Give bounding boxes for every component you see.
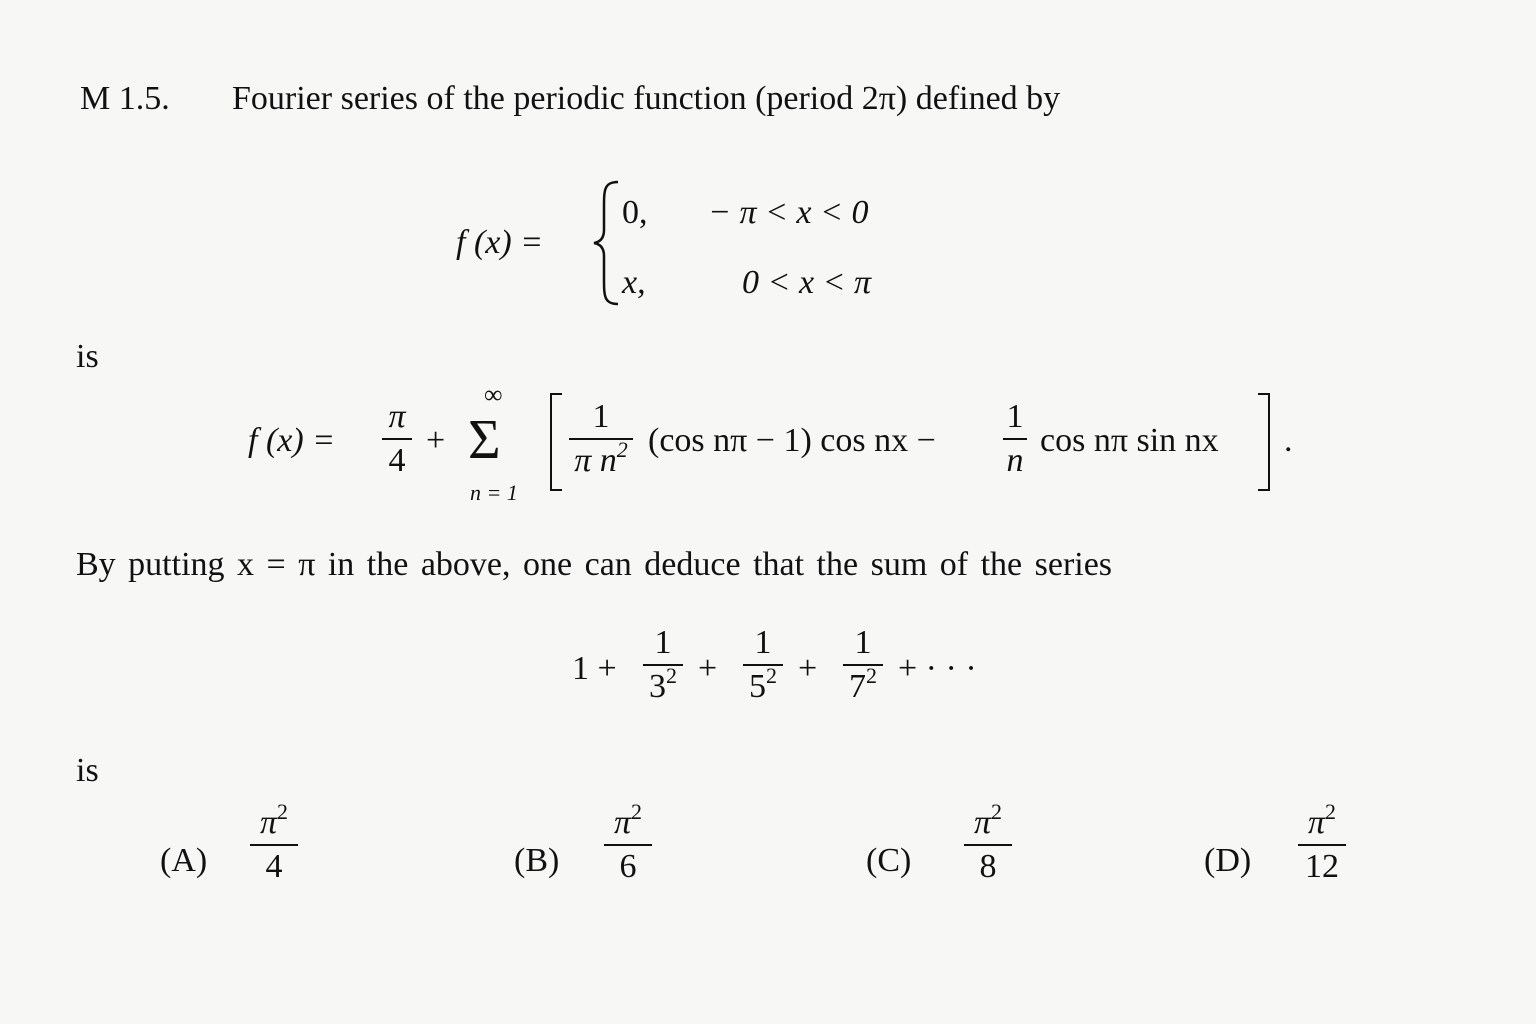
term2-den: n xyxy=(1006,442,1024,479)
frac-den: 4 xyxy=(388,442,406,479)
option-d-den: 12 xyxy=(1305,848,1339,885)
option-b-num: π xyxy=(613,804,632,841)
plus-sign: + xyxy=(426,422,446,459)
definition-lhs: f (x) = xyxy=(456,224,544,261)
case-1-value: 0, xyxy=(622,194,648,231)
option-b-value[interactable] xyxy=(598,799,658,885)
option-d-exponent: 2 xyxy=(1325,799,1337,824)
plus-sign: + xyxy=(698,650,718,687)
problem-label: M 1.5. xyxy=(80,80,170,117)
frac-bar xyxy=(604,844,652,846)
option-c-den: 8 xyxy=(979,848,997,885)
option-b-den: 6 xyxy=(619,848,637,885)
case-2-condition: 0 < x < π xyxy=(742,264,872,301)
option-a-num: π xyxy=(259,804,278,841)
case-2-value: x, xyxy=(622,264,646,301)
series-end-period: . xyxy=(1284,422,1293,459)
deduce-text: By putting x = π in the above, one can deduce that the sum of the series xyxy=(76,546,1113,583)
option-a-value[interactable] xyxy=(244,799,304,885)
series-term-2 xyxy=(740,626,786,704)
frac-bar xyxy=(643,664,683,666)
pi-over-4 xyxy=(380,400,414,478)
series-term-2-num: 1 xyxy=(754,624,772,661)
case-1-condition: − π < x < 0 xyxy=(708,194,869,231)
series-term-3-den: 7 xyxy=(849,668,866,705)
series-tail: + · · · xyxy=(898,650,977,687)
plus-sign: + xyxy=(798,650,818,687)
option-d-num: π xyxy=(1307,804,1326,841)
term1-num: 1 xyxy=(592,398,610,435)
option-c-value[interactable] xyxy=(958,799,1018,885)
option-a-label[interactable]: (A) xyxy=(160,842,208,879)
frac-bar xyxy=(250,844,298,846)
frac-bar xyxy=(964,844,1012,846)
option-a-den: 4 xyxy=(265,848,283,885)
series-term-1 xyxy=(640,626,686,704)
term2-fraction xyxy=(1000,400,1030,478)
option-c-num: π xyxy=(973,804,992,841)
option-d-value[interactable] xyxy=(1292,799,1352,885)
series-term-2-exponent: 2 xyxy=(766,663,777,688)
frac-bar xyxy=(743,664,783,666)
series-term-1-num: 1 xyxy=(654,624,672,661)
series-term-3-num: 1 xyxy=(854,624,872,661)
series-term-1-den: 3 xyxy=(649,668,666,705)
frac-num: π xyxy=(388,398,406,435)
frac-bar xyxy=(382,438,412,440)
term1-den: π n xyxy=(574,442,617,479)
series-term-1-exponent: 2 xyxy=(666,663,677,688)
frac-bar xyxy=(1298,844,1346,846)
series-term-3 xyxy=(840,626,886,704)
right-bracket xyxy=(1256,392,1272,492)
option-b-exponent: 2 xyxy=(631,799,643,824)
problem-statement: Fourier series of the periodic function (period 2π) defined by xyxy=(232,80,1061,117)
term2-rest: cos nπ sin nx xyxy=(1040,422,1219,459)
left-bracket xyxy=(548,392,564,492)
sum-sign: Σ xyxy=(468,409,501,471)
left-brace xyxy=(592,178,622,308)
term2-num: 1 xyxy=(1006,398,1024,435)
term1-fraction xyxy=(566,400,636,478)
series-term-3-exponent: 2 xyxy=(866,663,877,688)
sum-lower-limit: n = 1 xyxy=(470,480,518,505)
series-term-2-den: 5 xyxy=(749,668,766,705)
series-lead: 1 + xyxy=(572,650,617,687)
term1-rest: (cos nπ − 1) cos nx − xyxy=(648,422,936,459)
option-c-exponent: 2 xyxy=(991,799,1003,824)
frac-bar xyxy=(1003,438,1027,440)
option-b-label[interactable]: (B) xyxy=(514,842,560,879)
series-lhs: f (x) = xyxy=(248,422,336,459)
option-d-label[interactable]: (D) xyxy=(1204,842,1252,879)
option-c-label[interactable]: (C) xyxy=(866,842,912,879)
sum-upper-limit: ∞ xyxy=(484,380,503,409)
option-a-exponent: 2 xyxy=(277,799,289,824)
term1-den-exponent: 2 xyxy=(616,437,628,462)
is-text-1: is xyxy=(76,338,99,375)
frac-bar xyxy=(843,664,883,666)
is-text-2: is xyxy=(76,752,99,789)
